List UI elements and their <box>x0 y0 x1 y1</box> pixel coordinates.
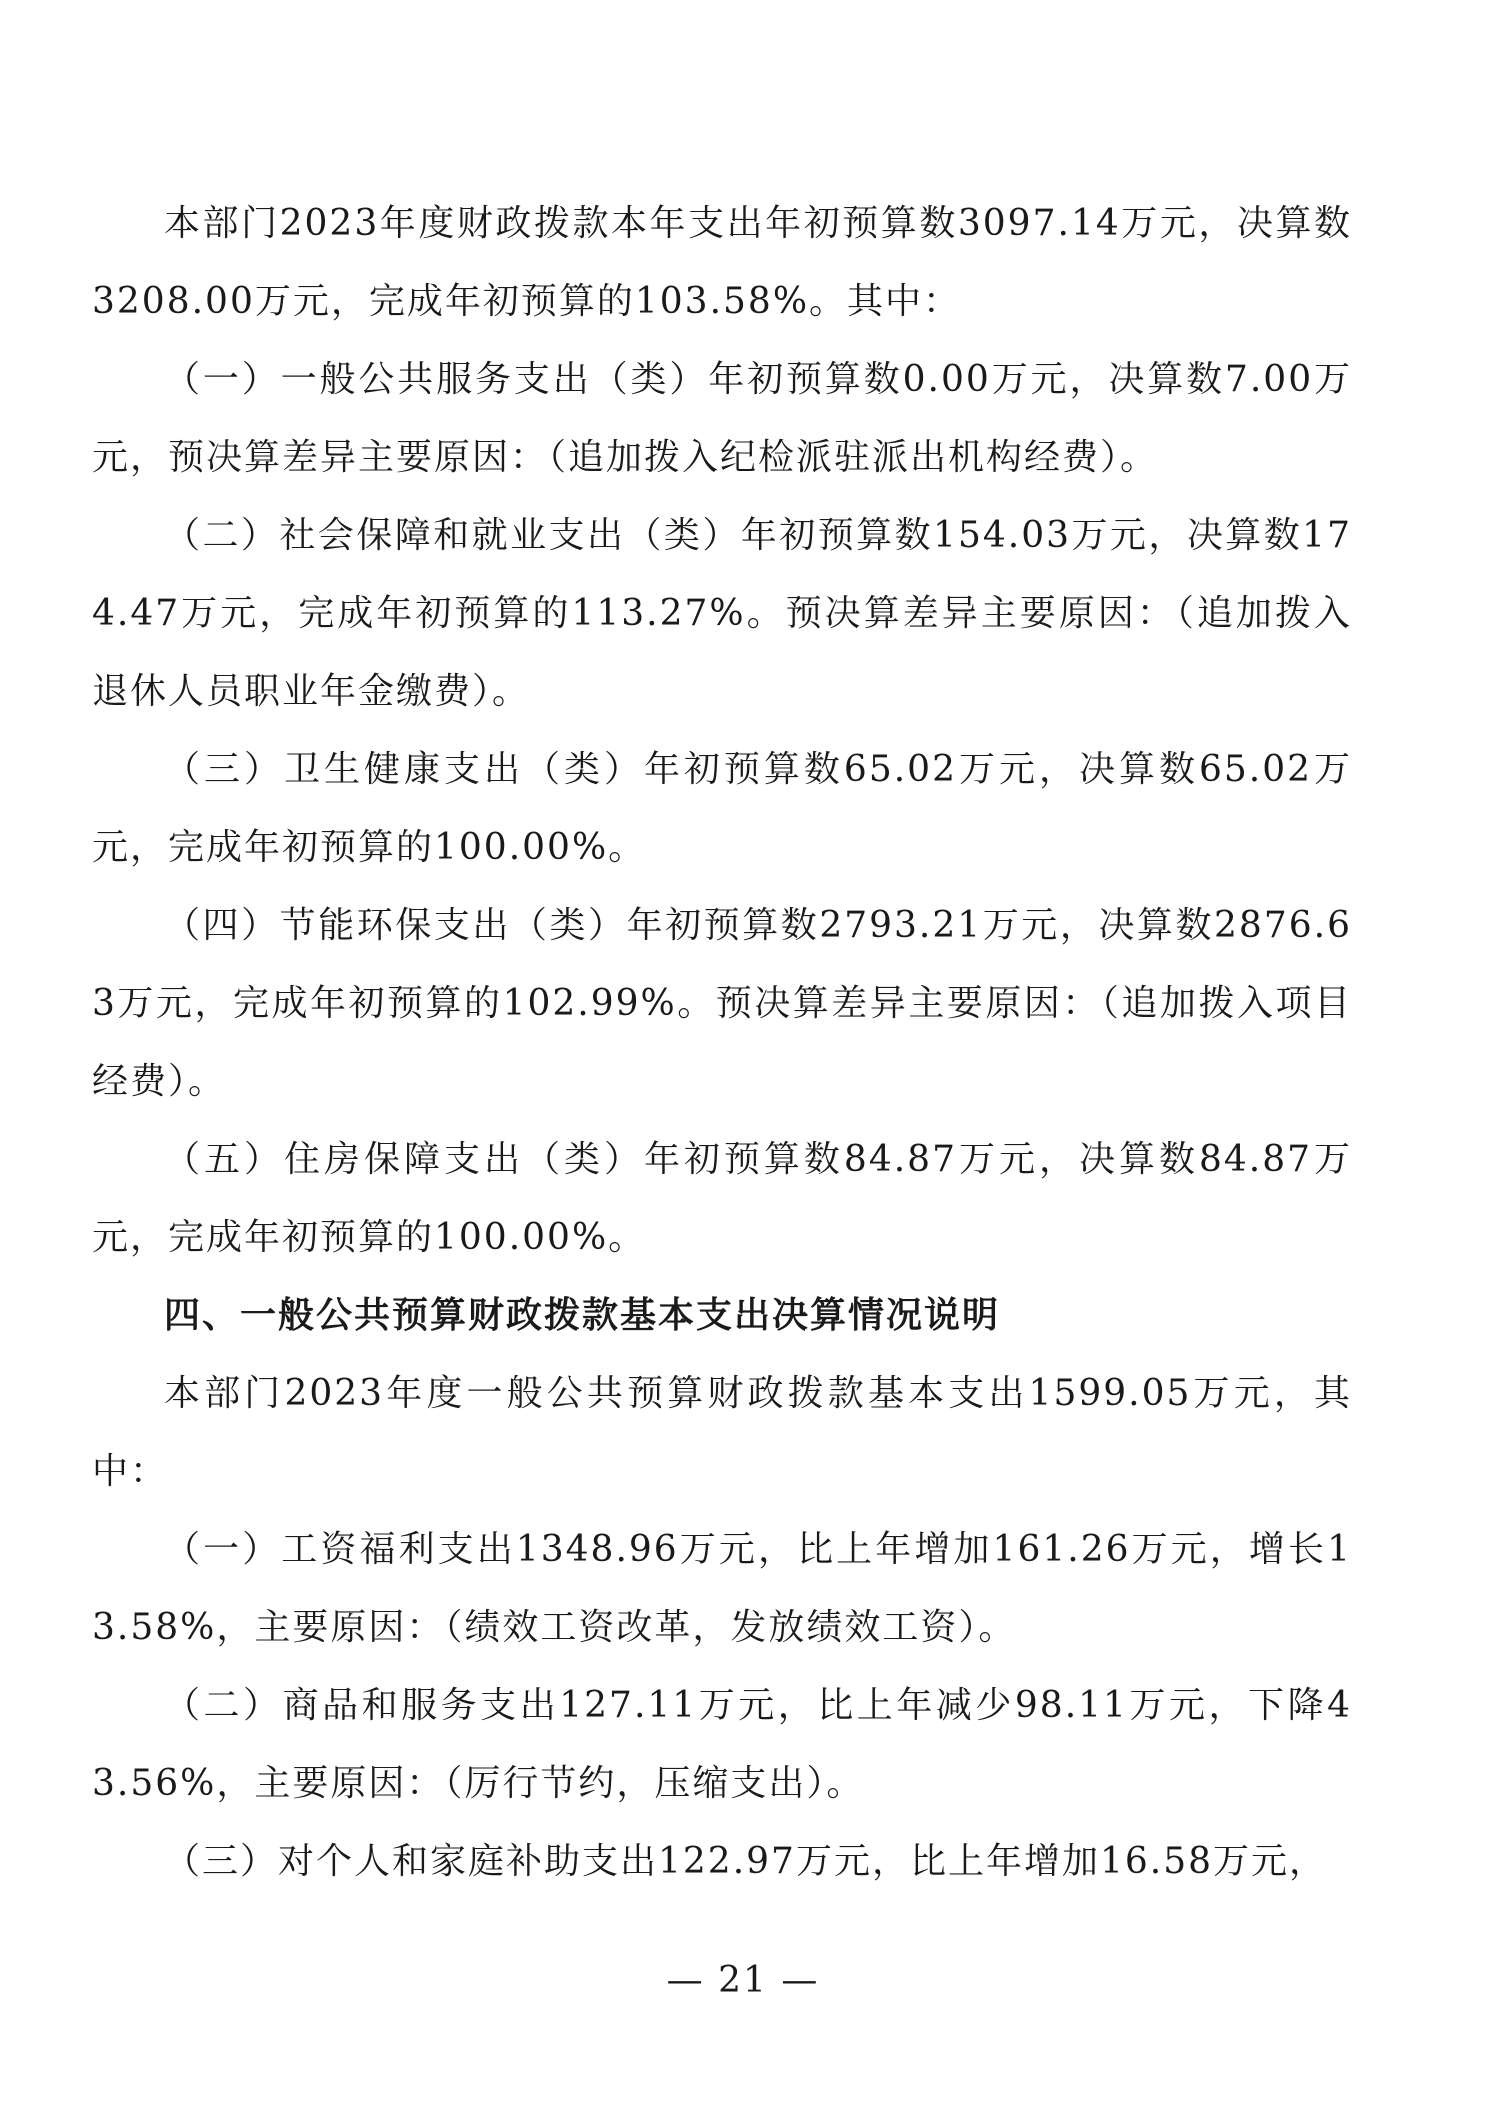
paragraph-social-security: （二）社会保障和就业支出（类）年初预算数154.03万元，决算数174.47万元，完成年初预算的113.27%。预决算差异主要原因：（追加拨入退休人员职业年金缴费）。 <box>92 515 1352 712</box>
paragraph-total-expenditure: 本部门2023年度财政拨款本年支出年初预算数3097.14万元，决算数3208.00万元，完成年初预算的103.58%。其中： <box>92 203 1352 322</box>
paragraph-housing: （五）住房保障支出（类）年初预算数84.87万元，决算数84.87万元，完成年初预算的100.00%。 <box>92 1139 1352 1258</box>
paragraph-basic-expenditure: 本部门2023年度一般公共预算财政拨款基本支出1599.05万元，其中： <box>92 1373 1352 1492</box>
paragraph-energy-environment: （四）节能环保支出（类）年初预算数2793.21万元，决算数2876.63万元，完成年初预算的102.99%。预决算差异主要原因：（追加拨入项目经费）。 <box>92 905 1352 1102</box>
section-heading: 四、一般公共预算财政拨款基本支出决算情况说明 <box>164 1295 1001 1336</box>
paragraph-goods-services: （二）商品和服务支出127.11万元，比上年减少98.11万元，下降43.56%，主要原因：（厉行节约，压缩支出）。 <box>92 1685 1352 1804</box>
paragraph-wages-welfare: （一）工资福利支出1348.96万元，比上年增加161.26万元，增长13.58%，主要原因：（绩效工资改革，发放绩效工资）。 <box>92 1529 1352 1648</box>
paragraph-personal-family-subsidy: （三）对个人和家庭补助支出122.97万元，比上年增加16.58万元， <box>164 1841 1328 1882</box>
document-body <box>92 185 1352 1901</box>
paragraph-general-public-services: （一）一般公共服务支出（类）年初预算数0.00万元，决算数7.00万元，预决算差异主要原因：（追加拨入纪检派驻派出机构经费）。 <box>92 359 1352 478</box>
page-number: — 21 — <box>666 1960 820 2001</box>
paragraph-health: （三）卫生健康支出（类）年初预算数65.02万元，决算数65.02万元，完成年初预算的100.00%。 <box>92 749 1352 868</box>
